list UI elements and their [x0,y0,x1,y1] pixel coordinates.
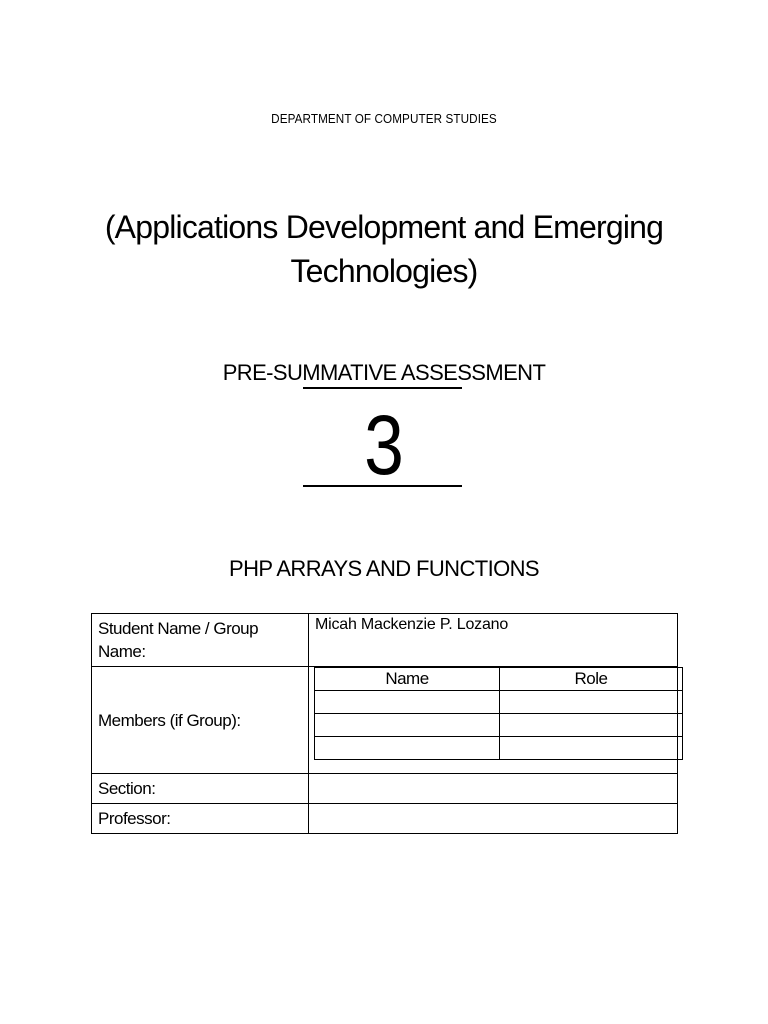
student-info-table [91,613,678,834]
section-field[interactable] [309,774,678,804]
members-row [92,667,678,774]
members-table-row [315,691,683,714]
members-table [314,667,683,760]
professor-label: Professor: [92,804,309,834]
members-table-row [315,737,683,760]
member-role-field[interactable] [500,691,683,714]
student-name-row [92,614,678,667]
member-role-field[interactable] [500,737,683,760]
assessment-rule-top [303,387,462,389]
section-row [92,774,678,804]
member-role-field[interactable] [500,714,683,737]
members-column-name: Name [315,668,500,691]
member-name-field[interactable] [315,737,500,760]
members-column-role: Role [500,668,683,691]
student-name-label: Student Name / Group Name: [92,614,309,667]
course-title: (Applications Development and Emerging Technologies) [104,209,664,289]
student-name-field[interactable]: Micah Mackenzie P. Lozano [309,614,678,667]
members-table-row [315,714,683,737]
member-name-field[interactable] [315,691,500,714]
assessment-title: PRE-SUMMATIVE ASSESSMENT [222,360,546,385]
members-cell [309,667,678,774]
department-heading: DEPARTMENT OF COMPUTER STUDIES [271,111,497,126]
section-label: Section: [92,774,309,804]
members-label: Members (if Group): [92,667,309,774]
assessment-number: 3 [364,398,404,492]
topic-title: PHP ARRAYS AND FUNCTIONS [229,556,539,581]
professor-row [92,804,678,834]
professor-field[interactable] [309,804,678,834]
members-header-row [315,668,683,691]
member-name-field[interactable] [315,714,500,737]
assessment-rule-bottom [303,485,462,487]
